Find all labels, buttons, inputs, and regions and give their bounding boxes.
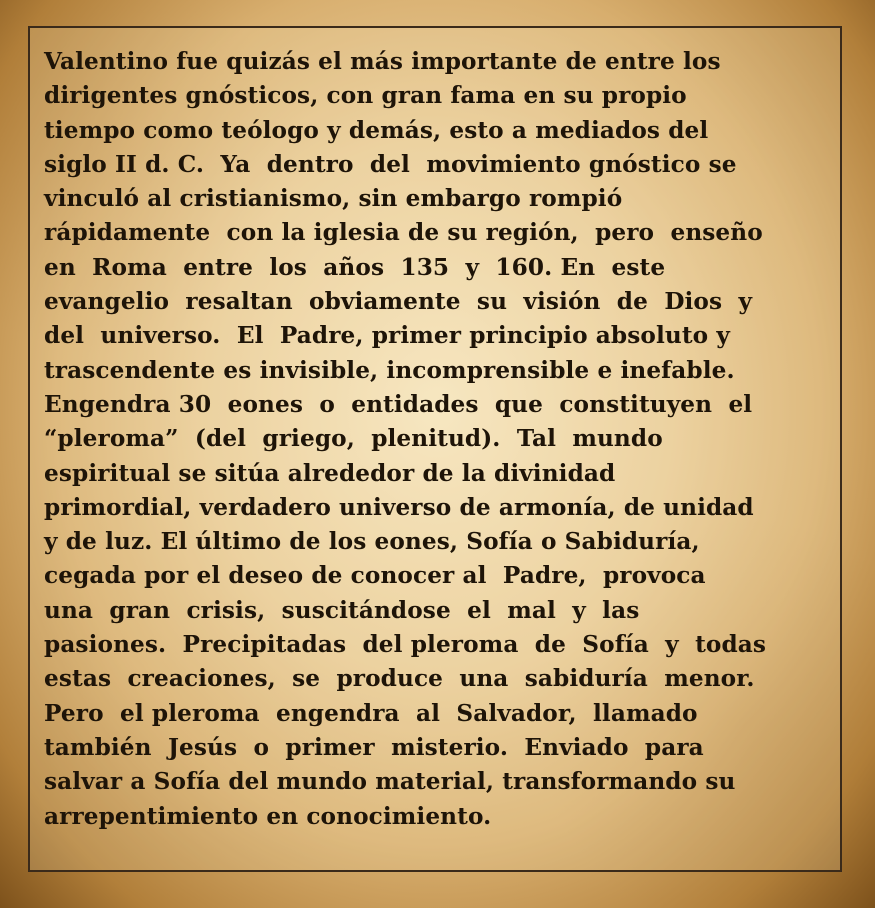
text-line: dirigentes gnósticos, con gran fama en su propio — [44, 82, 687, 110]
text-line: y de luz. El último de los eones, Sofía o Sabiduría, — [44, 528, 700, 556]
text-line: trascendente es invisible, incomprensible e inefable. — [44, 356, 735, 384]
text-line: arrepentimiento en conocimiento. — [44, 802, 492, 830]
text-line: pasiones. Precipitadas del pleroma de Sofía y todas — [44, 631, 767, 659]
text-line: “pleroma” (del griego, plenitud). Tal mundo — [44, 425, 663, 453]
text-line: del universo. El Padre, primer principio absoluto y — [44, 322, 730, 350]
text-line: vinculó al cristianismo, sin embargo rompió — [44, 185, 623, 213]
text-line: también Jesús o primer misterio. Enviado para — [44, 733, 704, 761]
text-line: Engendra 30 eones o entidades que constituyen el — [44, 390, 753, 418]
text-line: cegada por el deseo de conocer al Padre, provoca — [44, 562, 706, 590]
text-line: primordial, verdadero universo de armonía, de unidad — [44, 493, 754, 521]
text-line: estas creaciones, se produce una sabiduría menor. — [44, 665, 755, 693]
text-line: tiempo como teólogo y demás, esto a mediados del — [44, 116, 709, 144]
text-line: en Roma entre los años 135 y 160. En este — [44, 253, 666, 281]
text-line: evangelio resaltan obviamente su visión de Dios y — [44, 288, 753, 316]
text-line: una gran crisis, suscitándose el mal y las — [44, 596, 640, 624]
text-line: salvar a Sofía del mundo material, transformando su — [44, 768, 736, 796]
text-line: Pero el pleroma engendra al Salvador, llamado — [44, 699, 698, 727]
text-line: Valentino fue quizás el más importante de entre los — [44, 48, 721, 75]
text-line: rápidamente con la iglesia de su región, pero enseño — [44, 219, 763, 247]
text-line: siglo II d. C. Ya dentro del movimiento gnóstico se — [44, 150, 737, 178]
text-line: espiritual se sitúa alrededor de la divinidad — [44, 459, 616, 487]
body-text — [44, 45, 834, 834]
